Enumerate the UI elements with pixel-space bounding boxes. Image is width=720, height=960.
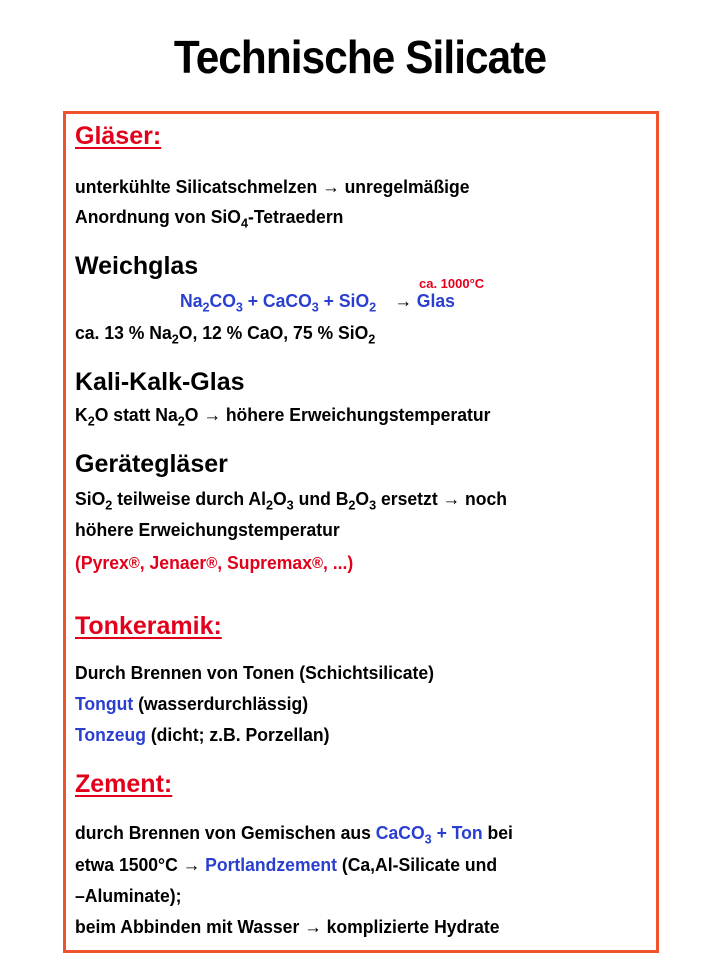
zement-line-4: beim Abbinden mit Wasser → komplizierte Hydrate <box>75 916 500 937</box>
glaeser-line-2: Anordnung von SiO$_4$-Tetraedern <box>75 206 344 231</box>
geraete-line-2: höhere Erweichungstemperatur <box>75 519 340 540</box>
heading-zement: Zement: <box>75 770 173 798</box>
zement-line-2: etwa 1500°C → Portlandzement (Ca,Al-Silicate und <box>75 854 498 875</box>
arrow-icon: → <box>322 176 340 197</box>
arrow-icon: → <box>304 916 322 937</box>
arrow-icon: → <box>182 854 201 875</box>
zement-line-3: –Aluminate); <box>75 885 182 906</box>
ton-line-1: Durch Brennen von Tonen (Schichtsilicate) <box>75 662 435 683</box>
arrow-icon: → <box>442 488 461 509</box>
ton-tongut: Tongut (wasserdurchlässig) <box>75 693 309 714</box>
heading-geraeteglaeser: Gerätegläser <box>75 450 228 478</box>
weichglas-equation: $Na_2CO_3$ + CaCO$_3$ + SiO$_2$ → Glas <box>180 290 455 315</box>
zement-line-1: durch Brennen von Gemischen aus CaCO$_3$ + Ton bei <box>75 822 513 847</box>
registered-icon: ® <box>206 555 218 573</box>
heading-kali-kalk-glas: Kali-Kalk-Glas <box>75 368 245 396</box>
glaeser-line-1: unterkühlte Silicatschmelzen → unregelmäßige <box>75 176 470 197</box>
arrow-icon: → <box>203 404 221 425</box>
page-title: Technische Silicate <box>173 31 547 83</box>
kali-line: $K_2O$ statt $Na_2O$ → höhere Erweichungstemperatur <box>75 404 491 429</box>
reaction-condition: ca. 1000°C <box>419 276 485 291</box>
heading-glaeser: Gläser: <box>75 122 162 150</box>
arrow-icon: → <box>394 290 412 311</box>
registered-icon: ® <box>311 555 323 573</box>
ton-tonzeug: Tonzeug (dicht; z.B. Porzellan) <box>75 724 330 745</box>
geraete-brands: (Pyrex®, Jenaer®, Supremax®, ...) <box>75 552 354 573</box>
registered-icon: ® <box>128 555 140 573</box>
weichglas-composition: ca. 13 % $Na_2O$, 12 % CaO, 75 % SiO$_2$ <box>75 322 376 347</box>
geraete-line-1: SiO$_2$ teilweise durch $Al_2O_3$ und $B_2O_3$ ersetzt → noch <box>75 488 508 513</box>
heading-weichglas: Weichglas <box>75 252 199 280</box>
heading-tonkeramik: Tonkeramik: <box>75 612 222 640</box>
